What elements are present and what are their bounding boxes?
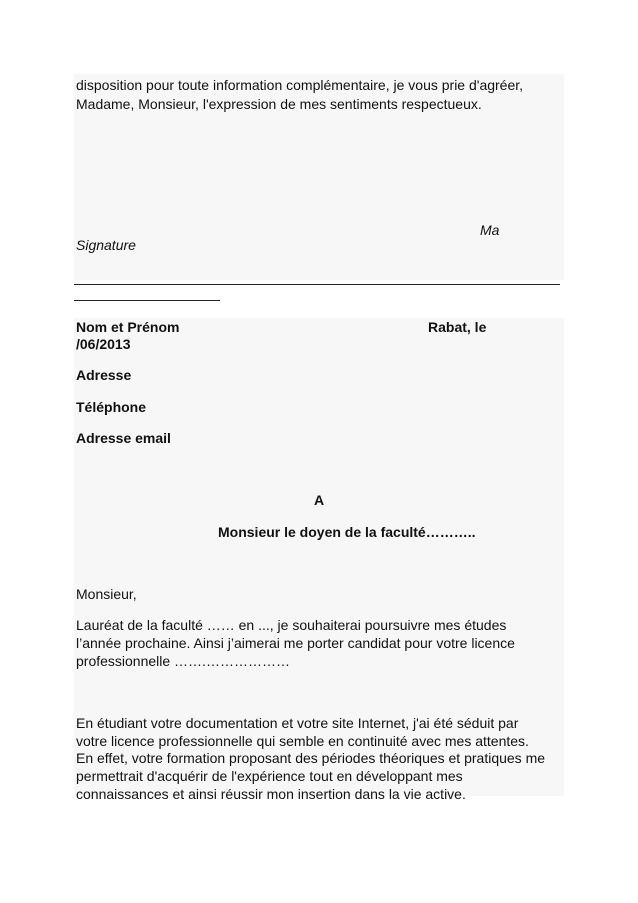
paragraph-line: permettrait d'acquérir de l'expérience tout en développant mes xyxy=(76,768,463,784)
closing-line: Madame, Monsieur, l'expression de mes sentiments respectueux. xyxy=(76,96,482,112)
phone-label: Téléphone xyxy=(76,399,147,415)
separator-line xyxy=(74,284,560,285)
signature-label: Signature xyxy=(76,237,136,253)
paragraph-line: l’année prochaine. Ainsi j’aimerai me porter candidat pour votre licence xyxy=(76,635,515,651)
name-label: Nom et Prénom xyxy=(76,319,180,335)
date: /06/2013 xyxy=(76,336,131,352)
email-label: Adresse email xyxy=(76,430,171,446)
paragraph-line: En étudiant votre documentation et votre site Internet, j'ai été séduit par xyxy=(76,715,519,731)
address-label: Adresse xyxy=(76,367,132,383)
separator-line xyxy=(74,300,220,301)
salutation: Monsieur, xyxy=(76,586,137,602)
paragraph-line: En effet, votre formation proposant des périodes théoriques et pratiques me xyxy=(76,750,546,766)
signature-ma: Ma xyxy=(480,222,500,238)
paragraph-line: Lauréat de la faculté …… en ..., je souhaiterai poursuivre mes études xyxy=(76,617,507,633)
paragraph-line: votre licence professionnelle qui semble en continuité avec mes attentes. xyxy=(76,733,529,749)
paragraph-line: connaissances et ainsi réussir mon insertion dans la vie active. xyxy=(76,786,466,802)
recipient-dean: Monsieur le doyen de la faculté……….. xyxy=(218,524,476,540)
closing-line: disposition pour toute information complémentaire, je vous prie d'agréer, xyxy=(76,77,524,93)
city-date: Rabat, le xyxy=(428,319,487,335)
recipient-a: A xyxy=(314,492,325,508)
paragraph-line: professionnelle …….……………… xyxy=(76,653,290,669)
